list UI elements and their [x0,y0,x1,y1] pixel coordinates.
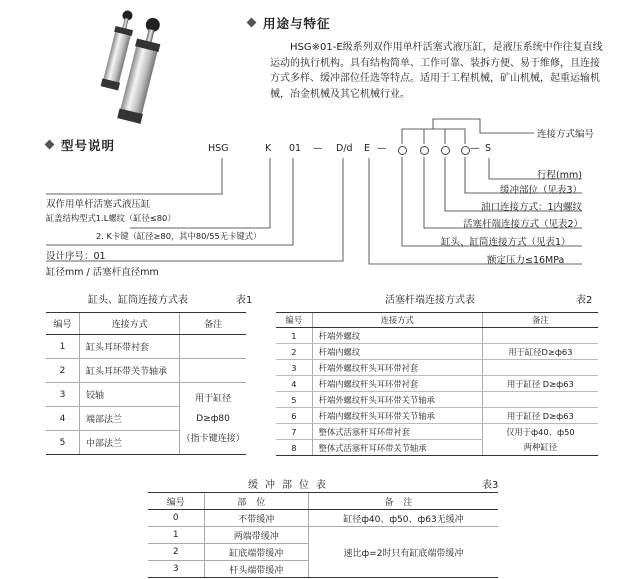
table1-caption: 缸头、缸筒连接方式表 [88,295,188,306]
label-head-barrel: 缸头、缸筒连接方式（见表1） [441,237,571,248]
t1-row-remark [180,359,246,383]
t2-row-no: 3 [276,360,312,376]
t1-row-no: 3 [46,383,79,407]
t2-header-remark: 备注 [482,313,598,328]
t3-row-no: 3 [148,561,204,578]
t1-row-remark [180,335,246,359]
label-oil-port: 油口连接方式：1内螺纹 [481,202,583,213]
t1-remark-line: D≥ф80 [196,413,230,424]
label-design-no: 设计序号：01 [46,251,106,262]
table3-caption: 缓冲部位表 [248,480,333,491]
model-title-text: 型号说明 [61,138,116,153]
t2-row-no: 5 [276,392,312,408]
usage-title-text: 用途与特征 [263,16,331,31]
table2-caption: 活塞杆端连接方式表 [385,295,475,306]
t3-row-no: 2 [148,544,204,561]
t3-remark-merged: 速比ф=2时只有缸底端带缓冲 [308,527,498,578]
code-bore-rod: D/d [336,143,353,154]
t2-row-remark [482,392,598,408]
table3-number: 表3 [482,480,499,491]
label-rod-end: 活塞杆端连接方式（见表2） [463,219,584,230]
t2-row-no: 6 [276,408,312,424]
usage-paragraph: HSG※01-E级系列双作用单杆活塞式液压缸，是液压系统中作往复直线运动的执行机构。具有结构简单、工作可靠、装拆方便、易于维修，且连接方式多样、缓冲部位任选等特点。适用于工程机械，矿山机械，起重运输机械，冶金机械及其它机械行业。 [270,42,603,100]
t2-row-method: 杆端外螺纹杆头耳环带关节轴承 [312,392,482,408]
table1-number: 表1 [236,295,253,306]
t3-row-part: 杆头端带缓冲 [204,561,308,578]
t2-row-method: 整体式活塞杆耳环带衬套 [312,424,482,440]
t2-row-remark: 两种缸径 [482,440,598,456]
label-cushion: 缓冲部位（见表3） [500,185,583,196]
label-cover-type: 缸盖结构型式1.L螺纹（缸径≤80） [46,213,176,223]
t1-header-method: 连接方式 [79,313,179,335]
t2-row-method: 杆端内螺纹杆头耳环带衬套 [312,376,482,392]
t2-row-method: 杆端内螺纹杆头耳环带关节轴承 [312,408,482,424]
t3-row-no: 1 [148,527,204,544]
t1-remark-merged [180,383,246,455]
t2-row-remark: 用于缸径D≥ф63 [482,344,598,360]
t3-row-part: 两端带缓冲 [204,527,308,544]
t2-row-remark [482,328,598,344]
t1-row-method: 端部法兰 [79,407,179,431]
t2-row-method: 杆端外螺纹杆头耳环带衬套 [312,360,482,376]
t1-row-no: 5 [46,431,79,455]
t2-row-no: 8 [276,440,312,456]
label-double-acting: 双作用单杆活塞式液压缸 [46,199,151,210]
t1-row-method: 缸头耳环带衬套 [79,335,179,359]
table1 [46,312,246,455]
t2-row-remark: 用于缸径 D≥ф63 [482,376,598,392]
t2-row-no: 2 [276,344,312,360]
t1-row-no: 1 [46,335,79,359]
t2-header-method: 连接方式 [312,313,482,328]
t1-row-method: 铰轴 [79,383,179,407]
label-key-type: 2. K卡键（缸径≥80，其中80/55无卡键式） [96,231,262,241]
table2-number: 表2 [576,295,593,306]
code-hsg: HSG [208,143,229,154]
t2-row-no: 1 [276,328,312,344]
t1-remark-line: （指卡键连接） [181,433,245,444]
label-bore-rod: 缸径mm / 活塞杆直径mm [46,267,159,278]
code-k: K [265,143,272,154]
t3-header-part: 部位 [204,493,308,510]
label-connection-no: 连接方式编号 [537,129,595,140]
code-dash-1: — [313,143,323,154]
t3-row-remark: 缸径ф40、ф50、ф63无缓冲 [308,510,498,527]
code-design-no: 01 [289,143,302,154]
t2-row-remark [482,360,598,376]
t1-header-remark: 备注 [180,313,246,335]
t2-header-no: 编号 [276,313,312,328]
t3-row-part: 缸底端带缓冲 [204,544,308,561]
t3-header-no: 编号 [148,493,204,510]
t2-row-remark: 用于缸径 D≥ф63 [482,408,598,424]
table3 [148,492,498,578]
code-e: E [364,143,371,154]
t2-row-method: 杆端内螺纹 [312,344,482,360]
t1-row-method: 中部法兰 [79,431,179,455]
t3-row-no: 0 [148,510,204,527]
t2-row-method: 杆端外螺纹 [312,328,482,344]
label-pressure: 额定压力≤16MPa [487,255,565,266]
label-stroke: 行程(mm) [537,170,582,181]
t2-row-no: 4 [276,376,312,392]
t2-row-method: 整体式活塞杆耳环带关节轴承 [312,440,482,456]
code-dash-2: — [377,143,387,154]
t3-row-part: 不带缓冲 [204,510,308,527]
t1-row-no: 4 [46,407,79,431]
table2 [276,312,598,456]
t3-header-remark: 备注 [308,493,498,510]
t1-header-no: 编号 [46,313,79,335]
t1-remark-line: 用于缸径 [195,393,232,404]
t1-row-method: 缸头耳环带关节轴承 [79,359,179,383]
t2-row-remark: 仅用于ф40、ф50 [482,424,598,440]
code-dash-3: — [470,143,480,154]
t1-row-no: 2 [46,359,79,383]
t2-row-no: 7 [276,424,312,440]
code-s: S [485,143,492,154]
